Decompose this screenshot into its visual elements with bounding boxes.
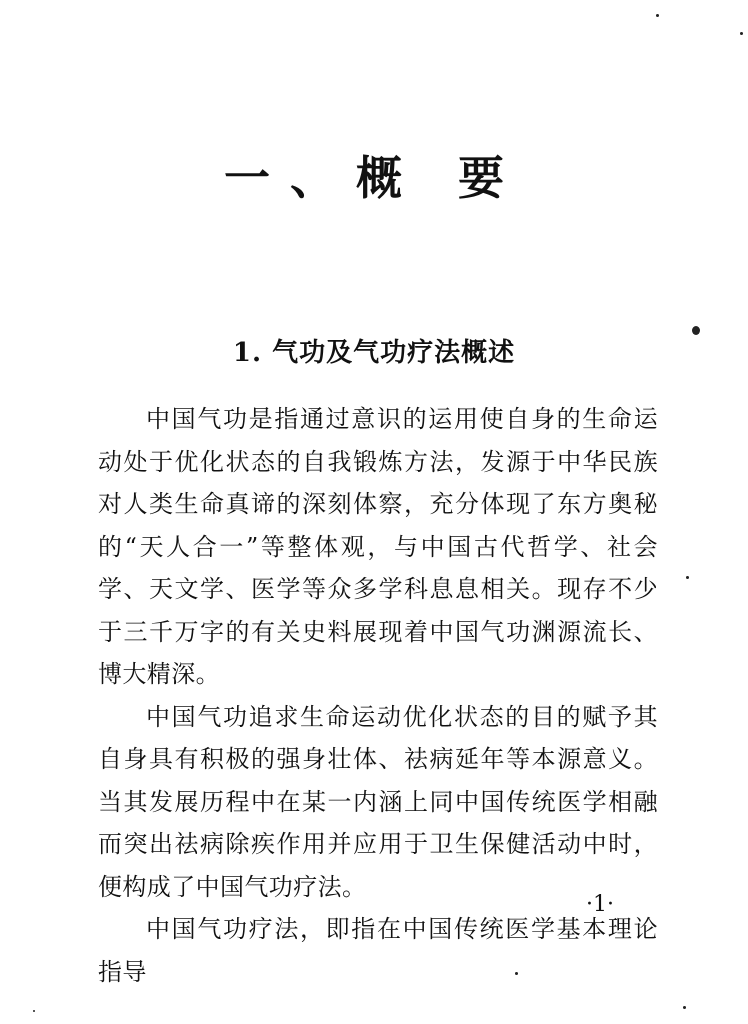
page-number: ·1· bbox=[586, 892, 614, 917]
paragraph: 中国气功追求生命运动优化状态的目的赋予其自身具有积极的强身壮体、祛病延年等本源意义。当其发展历程中在某一内涵上同中国传统医学相融而突出祛病除疾作用并应用于卫生保健活动中时，便构成了中国气功疗法。 bbox=[98, 702, 658, 901]
scan-speck bbox=[515, 972, 518, 975]
scan-speck bbox=[656, 14, 659, 17]
scan-speck bbox=[740, 32, 743, 35]
scan-speck bbox=[683, 1006, 686, 1009]
paragraph: 中国气功是指通过意识的运用使自身的生命运动处于优化状态的自我锻炼方法，发源于中华民族对人类生命真谛的深刻体察，充分体现了东方奥秘的“天人合一”等整体观，与中国古代哲学、社会学、天文学、医学等众多学科息息相关。现存不少于三千万字的有关史料展现着中国气功渊源流长、博大精深。 bbox=[98, 405, 658, 688]
section-title: 1. 气功及气功疗法概述 bbox=[232, 338, 516, 368]
scan-speck bbox=[686, 576, 689, 579]
chapter-title: 一、概 要 bbox=[223, 151, 524, 205]
scan-speck bbox=[33, 1010, 35, 1012]
scan-speck bbox=[692, 326, 700, 335]
paragraph: 中国气功疗法，即指在中国传统医学基本理论指导 bbox=[98, 915, 658, 986]
